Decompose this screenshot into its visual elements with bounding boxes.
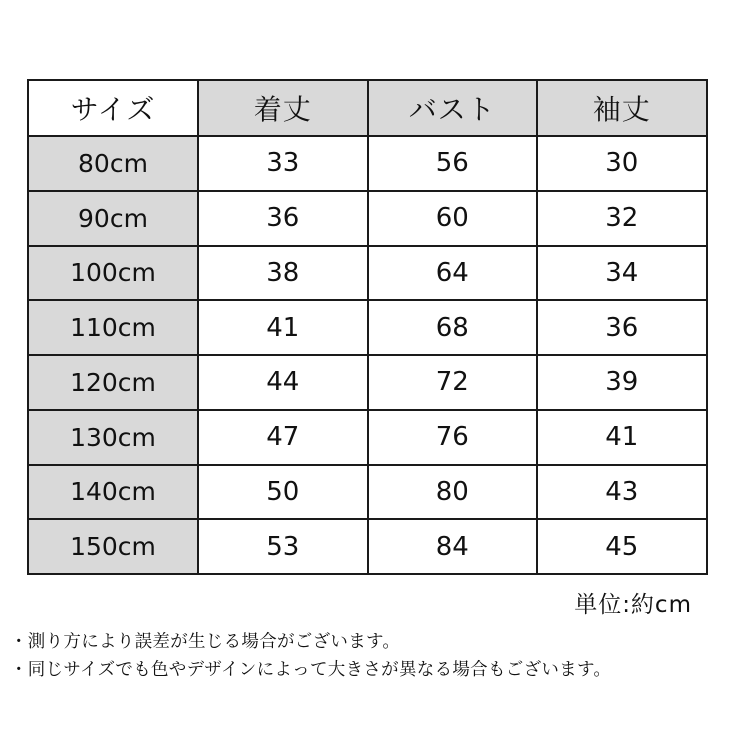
unit-note: 単位:約cm (574, 592, 692, 618)
table-row (28, 300, 707, 355)
sleeve-value: 36 (537, 300, 707, 355)
length-value: 50 (198, 465, 368, 520)
sleeve-value: 41 (537, 410, 707, 465)
length-value: 53 (198, 519, 368, 574)
sleeve-value: 34 (537, 246, 707, 301)
length-value: 38 (198, 246, 368, 301)
sleeve-value: 30 (537, 136, 707, 191)
size-label: 100cm (28, 246, 198, 301)
header-size: サイズ (28, 80, 198, 136)
bust-value: 76 (368, 410, 538, 465)
sleeve-value: 32 (537, 191, 707, 246)
notes-block (10, 628, 735, 684)
sleeve-value: 39 (537, 355, 707, 410)
size-label: 130cm (28, 410, 198, 465)
table-row (28, 136, 707, 191)
size-label: 120cm (28, 355, 198, 410)
length-value: 41 (198, 300, 368, 355)
table-row (28, 355, 707, 410)
length-value: 44 (198, 355, 368, 410)
length-value: 33 (198, 136, 368, 191)
length-value: 36 (198, 191, 368, 246)
size-chart-table (27, 79, 708, 575)
table-row (28, 191, 707, 246)
bust-value: 64 (368, 246, 538, 301)
table-header-row (28, 80, 707, 136)
size-label: 140cm (28, 465, 198, 520)
table-row (28, 246, 707, 301)
sleeve-value: 43 (537, 465, 707, 520)
header-sleeve: 袖丈 (537, 80, 707, 136)
bust-value: 56 (368, 136, 538, 191)
size-label: 110cm (28, 300, 198, 355)
length-value: 47 (198, 410, 368, 465)
table-row (28, 519, 707, 574)
header-length: 着丈 (198, 80, 368, 136)
bust-value: 60 (368, 191, 538, 246)
note-line: ・同じサイズでも色やデザインによって大きさが異なる場合もございます。 (10, 660, 612, 680)
table-row (28, 465, 707, 520)
bust-value: 80 (368, 465, 538, 520)
bust-value: 72 (368, 355, 538, 410)
size-label: 150cm (28, 519, 198, 574)
table-row (28, 410, 707, 465)
bust-value: 84 (368, 519, 538, 574)
header-bust: バスト (368, 80, 538, 136)
sleeve-value: 45 (537, 519, 707, 574)
note-line: ・測り方により誤差が生じる場合がございます。 (10, 632, 401, 652)
bust-value: 68 (368, 300, 538, 355)
size-label: 90cm (28, 191, 198, 246)
size-label: 80cm (28, 136, 198, 191)
